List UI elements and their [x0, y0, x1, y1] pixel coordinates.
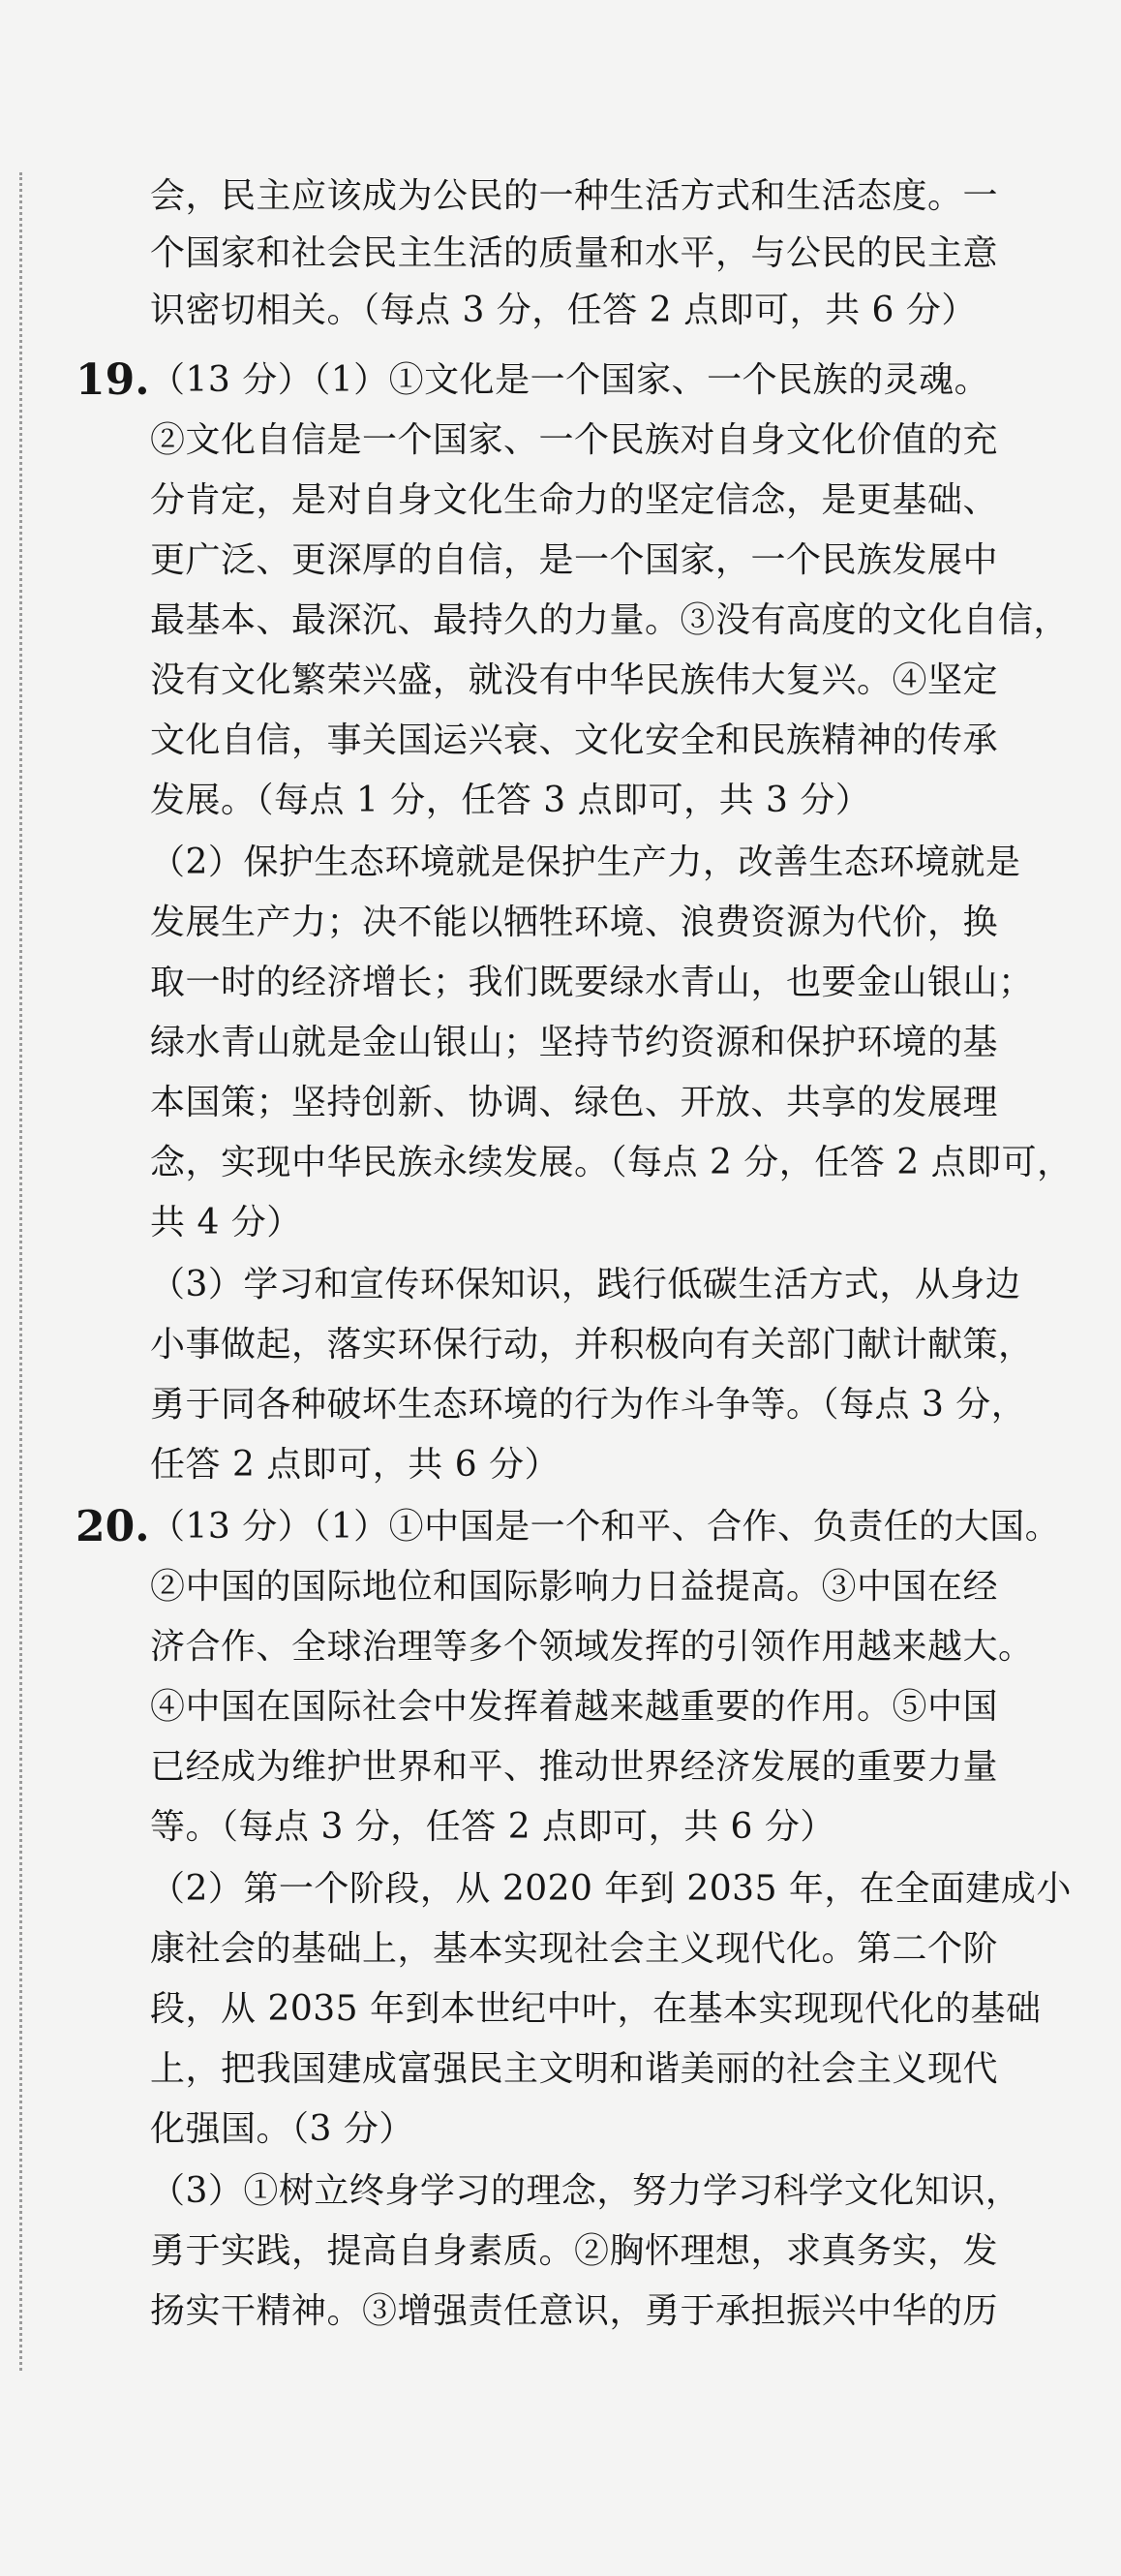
q19-line-8: 发展。（每点 1 分，任答 3 点即可，共 3 分） — [150, 781, 871, 820]
q19-line-6: 没有文化繁荣兴盛，就没有中华民族伟大复兴。④坚定 — [150, 660, 999, 700]
q19-line-5: 最基本、最深沉、最持久的力量。③没有高度的文化自信， — [150, 600, 1070, 640]
q18-line-1: 会，民主应该成为公民的一种生活方式和生活态度。一 — [150, 176, 999, 216]
q20-line-8: 康社会的基础上，基本实现社会主义现代化。第二个阶 — [150, 1929, 999, 1969]
question-number-20: 20. — [76, 1502, 150, 1551]
q20-line-10: 上，把我国建成富强民主文明和谐美丽的社会主义现代 — [150, 2049, 999, 2089]
q19-line-17: 小事做起，落实环保行动，并积极向有关部门献计献策， — [150, 1325, 1034, 1365]
q18-line-3: 识密切相关。（每点 3 分，任答 2 点即可，共 6 分） — [150, 291, 977, 330]
q19-line-19: 任答 2 点即可，共 6 分） — [150, 1445, 560, 1485]
q20-line-4: ④中国在国际社会中发挥着越来越重要的作用。⑤中国 — [150, 1687, 999, 1727]
q18-line-2: 个国家和社会民主生活的质量和水平，与公民的民主意 — [150, 233, 999, 273]
q20-line-14: 扬实干精神。③增强责任意识，勇于承担振兴中华的历 — [150, 2291, 999, 2331]
q19-line-16: （3）学习和宣传环保知识，践行低碳生活方式，从身边 — [150, 1265, 1021, 1304]
q19-line-1: （13 分）（1）①文化是一个国家、一个民族的灵魂。 — [150, 360, 990, 400]
q19-line-2: ②文化自信是一个国家、一个民族对自身文化价值的充 — [150, 420, 999, 460]
q20-line-13: 勇于实践，提高自身素质。②胸怀理想，求真务实，发 — [150, 2231, 999, 2271]
q19-line-7: 文化自信，事关国运兴衰、文化安全和民族精神的传承 — [150, 721, 999, 760]
q20-line-3: 济合作、全球治理等多个领域发挥的引领作用越来越大。 — [150, 1627, 1034, 1667]
q20-line-12: （3）①树立终身学习的理念，努力学习科学文化知识， — [150, 2171, 1021, 2211]
q19-line-15: 共 4 分） — [150, 1203, 302, 1242]
q20-line-7: （2）第一个阶段，从 2020 年到 2035 年，在全面建成小 — [150, 1869, 1072, 1909]
margin-dotted-line — [19, 172, 22, 2371]
q19-line-11: 取一时的经济增长；我们既要绿水青山，也要金山银山； — [150, 963, 1034, 1002]
q20-line-6: 等。（每点 3 分，任答 2 点即可，共 6 分） — [150, 1807, 835, 1847]
q19-line-3: 分肯定，是对自身文化生命力的坚定信念，是更基础、 — [150, 480, 999, 520]
q19-line-10: 发展生产力；决不能以牺牲环境、浪费资源为代价，换 — [150, 903, 999, 942]
question-number-19: 19. — [76, 355, 150, 405]
q20-line-2: ②中国的国际地位和国际影响力日益提高。③中国在经 — [150, 1567, 999, 1607]
q19-line-9: （2）保护生态环境就是保护生产力，改善生态环境就是 — [150, 843, 1021, 882]
q20-line-11: 化强国。（3 分） — [150, 2109, 414, 2149]
q19-line-12: 绿水青山就是金山银山；坚持节约资源和保护环境的基 — [150, 1023, 999, 1062]
q20-line-1: （13 分）（1）①中国是一个和平、合作、负责任的大国。 — [150, 1507, 1061, 1547]
q19-line-14: 念，实现中华民族永续发展。（每点 2 分，任答 2 点即可， — [150, 1143, 1073, 1182]
q20-line-9: 段，从 2035 年到本世纪中叶，在基本实现现代化的基础 — [150, 1989, 1042, 2029]
q19-line-18: 勇于同各种破坏生态环境的行为作斗争等。（每点 3 分， — [150, 1385, 1027, 1425]
q20-line-5: 已经成为维护世界和平、推动世界经济发展的重要力量 — [150, 1747, 999, 1787]
q19-line-4: 更广泛、更深厚的自信，是一个国家，一个民族发展中 — [150, 540, 999, 580]
q19-line-13: 本国策；坚持创新、协调、绿色、开放、共享的发展理 — [150, 1083, 999, 1122]
